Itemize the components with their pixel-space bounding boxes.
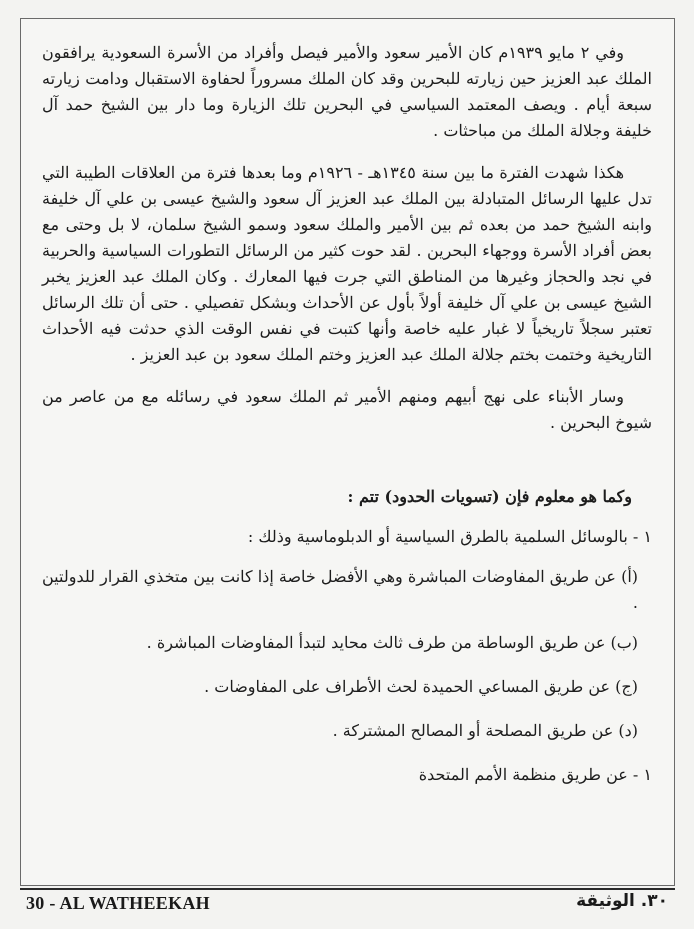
list-item: (أ) عن طريق المفاوضات المباشرة وهي الأفضل خاصة إذا كانت بين متخذي القرار للدولتين . xyxy=(42,567,638,612)
footer-page-label-arabic: ٣٠. الوثيقة xyxy=(576,891,668,911)
footer-page-label: 30 - AL WATHEEKAH xyxy=(26,893,210,913)
paragraph: وفي ٢ مايو ١٩٣٩م كان الأمير سعود والأمير فيصل وأفراد من الأسرة السعودية يرافقون الملك عبد العزيز حين زيارته للبحرين وقد كان الملك مسروراً لحفاوة الاستقبال ودامت زيارته سبعة أيام . ويصف المعتمد السياسي في البحرين تلك الزيارة وما دار بين الشيخ حمد آل خليفة وجلالة الملك من مباحثات . xyxy=(42,43,652,140)
list-item: ١ - عن طريق منظمة الأمم المتحدة xyxy=(418,765,652,784)
paragraph: هكذا شهدت الفترة ما بين سنة ١٣٤٥هـ - ١٩٢٦م وما بعدها فترة من العلاقات الطيبة التي تدل عليها الرسائل المتبادلة بين الملك عبد العزيز آل سعود والشيخ عيسى بن علي آل خليفة وابنه الشيخ حمد من بعده ثم بين الأمير والملك سعود وسمو الشيخ سلمان، لا بل وحتى مع بعض أفراد الأسرة ووجهاء البحرين . لقد حوت كثير من الرسائل التطورات السياسية والحربية في نجد والحجاز وغيرها من المناطق التي جرت فيها المعارك . وكان الملك عبد العزيز يخبر الشيخ عيسى بن علي آل خليفة أولاً بأول عن الأحداث وبشكل تفصيلي . حتى أن تلك الرسائل تعتبر سجلاً تاريخياً لا غبار عليه خاصة وأنها كتبت في نفس الوقت الذي حدثت فيه الأحداث التاريخية وختمت بختم جلالة الملك عبد العزيز وختم الملك سعود بن عبد العزيز . xyxy=(42,163,652,364)
section-heading: وكما هو معلوم فإن (تسويات الحدود) تتم : xyxy=(347,487,632,506)
footer-divider xyxy=(20,888,675,890)
list-item: ١ - بالوسائل السلمية بالطرق السياسية أو الدبلوماسية وذلك : xyxy=(247,527,652,546)
article-body xyxy=(42,40,652,802)
list-item: (ب) عن طريق الوساطة من طرف ثالث محايد لتبدأ المفاوضات المباشرة . xyxy=(146,633,638,652)
list-item: (ج) عن طريق المساعي الحميدة لحث الأطراف على المفاوضات . xyxy=(204,677,638,696)
list-item: (د) عن طريق المصلحة أو المصالح المشتركة . xyxy=(332,721,638,740)
paragraph: وسار الأبناء على نهج أبيهم ومنهم الأمير ثم الملك سعود في رسائله مع من عاصر من شيوخ البحرين . xyxy=(42,387,652,432)
